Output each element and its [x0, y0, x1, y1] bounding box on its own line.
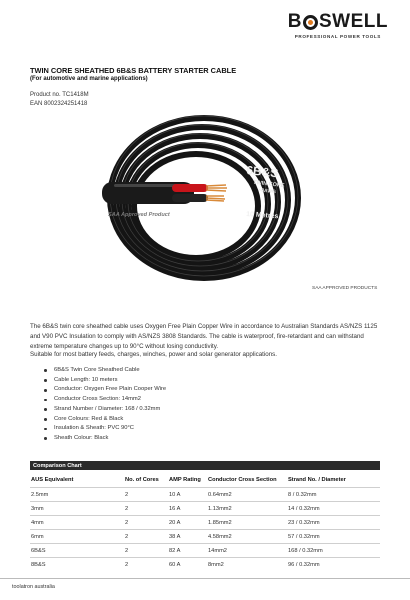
table-row: [30, 502, 380, 516]
table-cell: 4mm: [31, 520, 44, 526]
table-cell: 57 / 0.32mm: [288, 534, 320, 540]
table-cell: 8 / 0.32mm: [288, 492, 317, 498]
table-cell: 1.85mm2: [208, 520, 232, 526]
table-row: [30, 516, 380, 530]
table-cell: 2: [125, 492, 129, 498]
hero-label-twin: TWIN CORE: [252, 179, 285, 190]
table-cell: 6mm: [31, 534, 44, 540]
spec-item: Strand Number / Diameter: 168 / 0.32mm: [44, 405, 166, 415]
brand-o-mark-icon: [303, 15, 318, 30]
table-cell: 60 A: [169, 562, 181, 568]
hero-label-main: 6B&S: [245, 163, 279, 181]
hero-label-length: 10 Metres: [245, 211, 279, 221]
table-row: [30, 488, 380, 502]
table-cell: 20 A: [169, 520, 181, 526]
table-cell: 10 A: [169, 492, 181, 498]
spec-item: Conductor Cross Section: 14mm2: [44, 395, 166, 405]
table-cell: 2: [125, 562, 129, 568]
footer-text: toolatron australia: [12, 584, 55, 590]
product-title: TWIN CORE SHEATHED 6B&S BATTERY STARTER CABLE: [30, 66, 237, 75]
comparison-chart-title: Comparison Chart: [33, 462, 82, 469]
brand-wordmark: B SWELL: [287, 11, 388, 32]
table-cell: 4.58mm2: [208, 534, 232, 540]
spec-list: [44, 366, 166, 444]
table-header-row: [30, 472, 380, 488]
hero-label-approved: SAA Approved Product: [108, 212, 170, 218]
comparison-chart-header: [30, 461, 380, 470]
table-cell: 82 A: [169, 548, 181, 554]
table-cell: 8B&S: [31, 562, 46, 568]
table-cell: 2: [125, 534, 129, 540]
header: [0, 0, 410, 42]
brand-logo: [288, 11, 388, 39]
table-cell: 3mm: [31, 506, 44, 512]
hero-label-awg: ~8AWG: [258, 187, 277, 196]
table-row: [30, 544, 380, 558]
table-cell: 6B&S: [31, 548, 46, 554]
saa-caption: SAA APPROVED PRODUCTS: [312, 286, 378, 291]
table-cell: 2: [125, 548, 129, 554]
comparison-table: [30, 472, 380, 572]
table-cell: 96 / 0.32mm: [288, 562, 320, 568]
description-paragraph-1: The 6B&S twin core sheathed cable uses Oxygen Free Plain Copper Wire in accordance to Australian Standards AS/NZS 1125 and V90 PVC Insulation to comply with AS/NZS 3808 Standards. The cable is waterproof, fire-retardant and can withstand extreme temperature changes up to 90°C without losing conductivity.: [30, 323, 378, 350]
table-cell: 1.13mm2: [208, 506, 232, 512]
table-cell: 0.64mm2: [208, 492, 232, 498]
table-cell: 168 / 0.32mm: [288, 548, 323, 554]
table-cell: 2.5mm: [31, 492, 49, 498]
column-header: AMP Rating: [169, 477, 201, 483]
table-row: [30, 530, 380, 544]
product-ean: EAN 8002324251418: [30, 101, 88, 107]
column-header: AUS Equivalent: [31, 477, 74, 483]
table-cell: 2: [125, 506, 129, 512]
product-number: Product no. TC1418M: [30, 92, 89, 98]
product-subtitle: (For automotive and marine applications): [30, 76, 148, 82]
spec-item: Conductor: Oxygen Free Plain Cooper Wire: [44, 385, 166, 395]
spec-item: Sheath Colour: Black: [44, 434, 166, 444]
spec-item: 6B&S Twin Core Sheathed Cable: [44, 366, 166, 376]
column-header: No. of Cores: [125, 477, 159, 483]
table-cell: 14mm2: [208, 548, 227, 554]
table-row: [30, 558, 380, 572]
table-cell: 38 A: [169, 534, 181, 540]
table-cell: 2: [125, 520, 129, 526]
table-cell: 8mm2: [208, 562, 224, 568]
description-paragraph-2: Suitable for most battery feeds, charges, winches, power and solar generator applications.: [30, 351, 277, 358]
footer-divider: [0, 578, 410, 579]
table-cell: 16 A: [169, 506, 181, 512]
spec-item: Insulation & Sheath: PVC 90°C: [44, 424, 166, 434]
table-cell: 23 / 0.32mm: [288, 520, 320, 526]
spec-item: Core Colours: Red & Black: [44, 415, 166, 425]
column-header: Strand No. / Diameter: [288, 477, 346, 483]
brand-tagline: PROFESSIONAL POWER TOOLS: [294, 34, 381, 39]
table-cell: 14 / 0.32mm: [288, 506, 320, 512]
spec-item: Cable Length: 10 meters: [44, 376, 166, 386]
column-header: Conductor Cross Section: [208, 477, 277, 483]
cable-coil-image: [96, 112, 306, 294]
